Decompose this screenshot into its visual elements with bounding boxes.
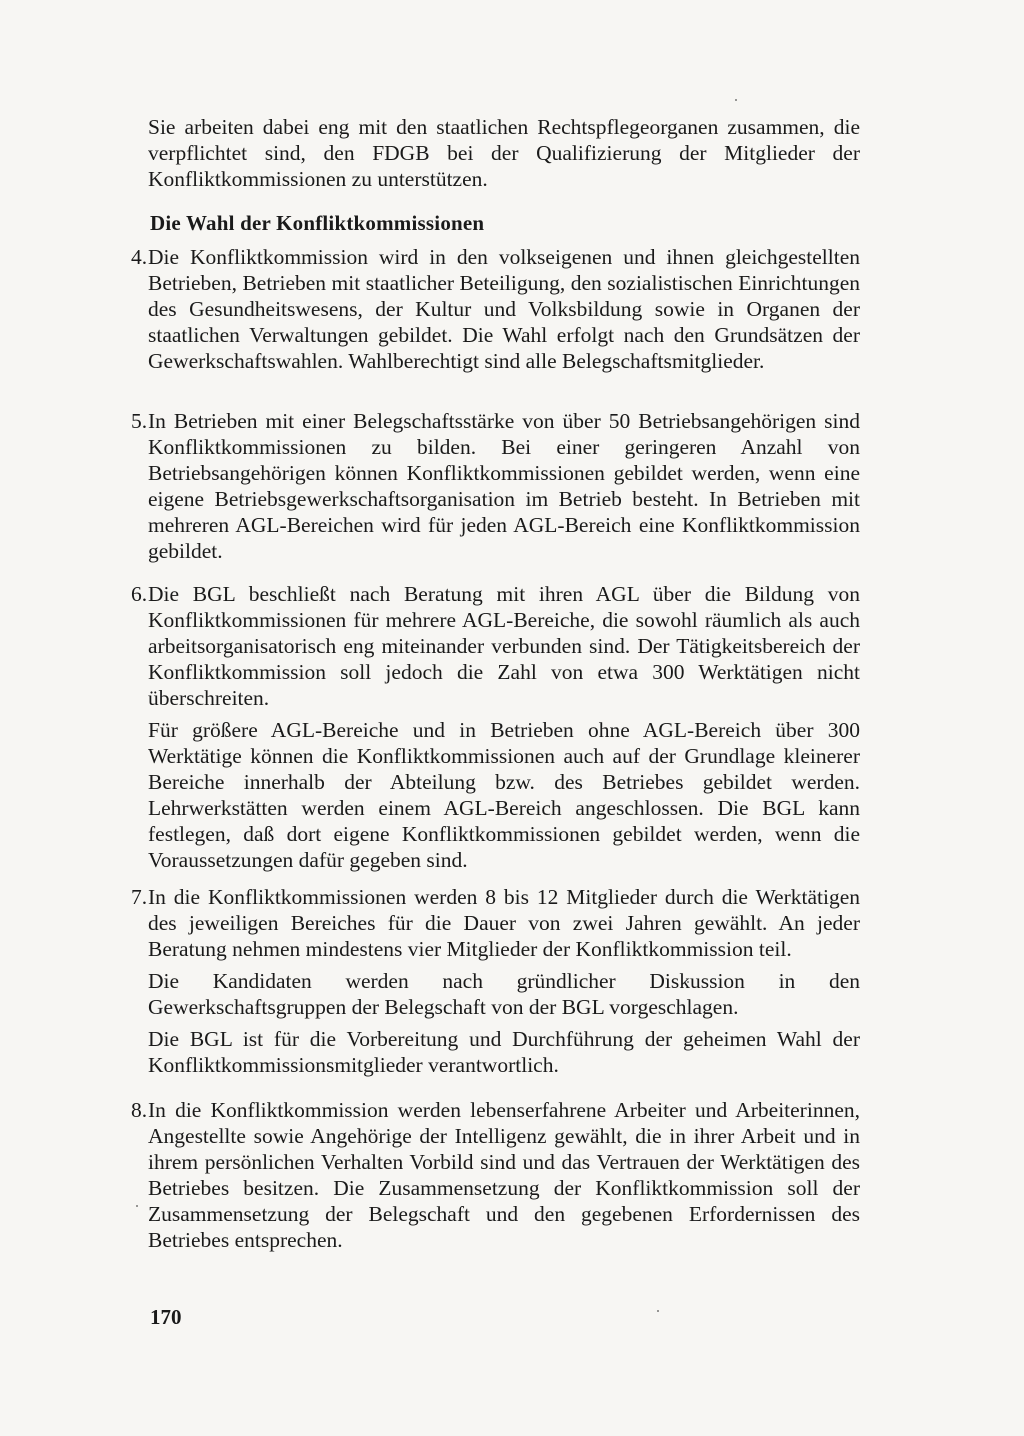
item-number: 7. (131, 885, 148, 909)
numbered-item-7 (131, 884, 860, 1078)
item-number: 6. (131, 582, 148, 606)
numbered-item-5 (131, 408, 860, 564)
item-paragraph: In die Konfliktkommissionen werden 8 bis 12 Mitglieder durch die Werktätigen des jeweiligen Bereiches für die Dauer von zwei Jahren gewählt. An jeder Beratung nehmen mindestens vier Mitglieder der Konfliktkommission teil. (148, 885, 860, 961)
item-paragraph: In die Konfliktkommission werden lebenserfahrene Arbeiter und Arbeiterinnen, Angestellte sowie Angehörige der Intelligenz gewählt, die in ihrer Arbeit und in ihrem persönlichen Verhalten Vorbild sind und das Vertrauen der Werktätigen des Betriebes besitzen. Die Zusammensetzung der Konfliktkommission soll der Zusammensetzung der Belegschaft und den gegebenen Erfordernissen des Betriebes entsprechen. (148, 1098, 860, 1252)
item-paragraph: Die BGL beschließt nach Beratung mit ihren AGL über die Bildung von Konfliktkommissionen für mehrere AGL-Bereiche, die sowohl räumlich als auch arbeitsorganisatorisch eng miteinander verbunden sind. Der Tätigkeitsbereich der Konfliktkommission soll jedoch die Zahl von etwa 300 Werktätigen nicht überschreiten. (148, 582, 860, 710)
item-body (148, 244, 860, 374)
section-heading: Die Wahl der Konfliktkommissionen (150, 211, 485, 235)
item-number: 8. (131, 1098, 148, 1122)
intro-text: Sie arbeiten dabei eng mit den staatlichen Rechtspflegeorganen zusammen, die verpflichtet sind, den FDGB bei der Qualifizierung der Mitglieder der Konfliktkommissionen zu unterstützen. (148, 115, 860, 191)
scan-speck (735, 99, 737, 101)
item-number: 5. (131, 409, 148, 433)
numbered-item-4 (131, 244, 860, 374)
item-number: 4. (131, 245, 148, 269)
intro-paragraph (148, 114, 860, 192)
item-paragraph: Für größere AGL-Bereiche und in Betrieben ohne AGL-Bereich über 300 Werktätige können die Konfliktkommissionen auch auf der Grundlage kleinerer Bereiche innerhalb der Abteilung bzw. des Betriebes gebildet werden. Lehrwerkstätten werden einem AGL-Bereich angeschlossen. Die BGL kann festlegen, daß dort eigene Konfliktkommissionen gebildet werden, wenn die Voraussetzungen dafür gegeben sind. (148, 718, 860, 872)
item-body (148, 408, 860, 564)
scan-speck (657, 1310, 659, 1312)
item-body (148, 581, 860, 873)
item-paragraph: Die BGL ist für die Vorbereitung und Durchführung der geheimen Wahl der Konfliktkommissionsmitglieder verantwortlich. (148, 1027, 860, 1077)
page-number: 170 (150, 1305, 182, 1329)
item-body (148, 1097, 860, 1253)
item-paragraph: Die Konfliktkommission wird in den volkseigenen und ihnen gleichgestellten Betrieben, Betrieben mit staatlicher Beteiligung, den sozialistischen Einrichtungen des Gesundheitswesens, der Kultur und Volksbildung sowie in Organen der staatlichen Verwaltungen gebildet. Die Wahl erfolgt nach den Grundsätzen der Gewerkschaftswahlen. Wahlberechtigt sind alle Belegschaftsmitglieder. (148, 245, 860, 373)
item-paragraph: In Betrieben mit einer Belegschaftsstärke von über 50 Betriebsangehörigen sind Konfliktkommissionen zu bilden. Bei einer geringeren Anzahl von Betriebsangehörigen können Konfliktkommissionen gebildet werden, wenn eine eigene Betriebsgewerkschaftsorganisation im Betrieb besteht. In Betrieben mit mehreren AGL-Bereichen wird für jeden AGL-Bereich eine Konfliktkommission gebildet. (148, 409, 860, 563)
numbered-item-8 (131, 1097, 860, 1253)
item-paragraph: Die Kandidaten werden nach gründlicher Diskussion in den Gewerkschaftsgruppen der Belegschaft von der BGL vorgeschlagen. (148, 969, 860, 1019)
numbered-item-6 (131, 581, 860, 873)
item-body (148, 884, 860, 1078)
